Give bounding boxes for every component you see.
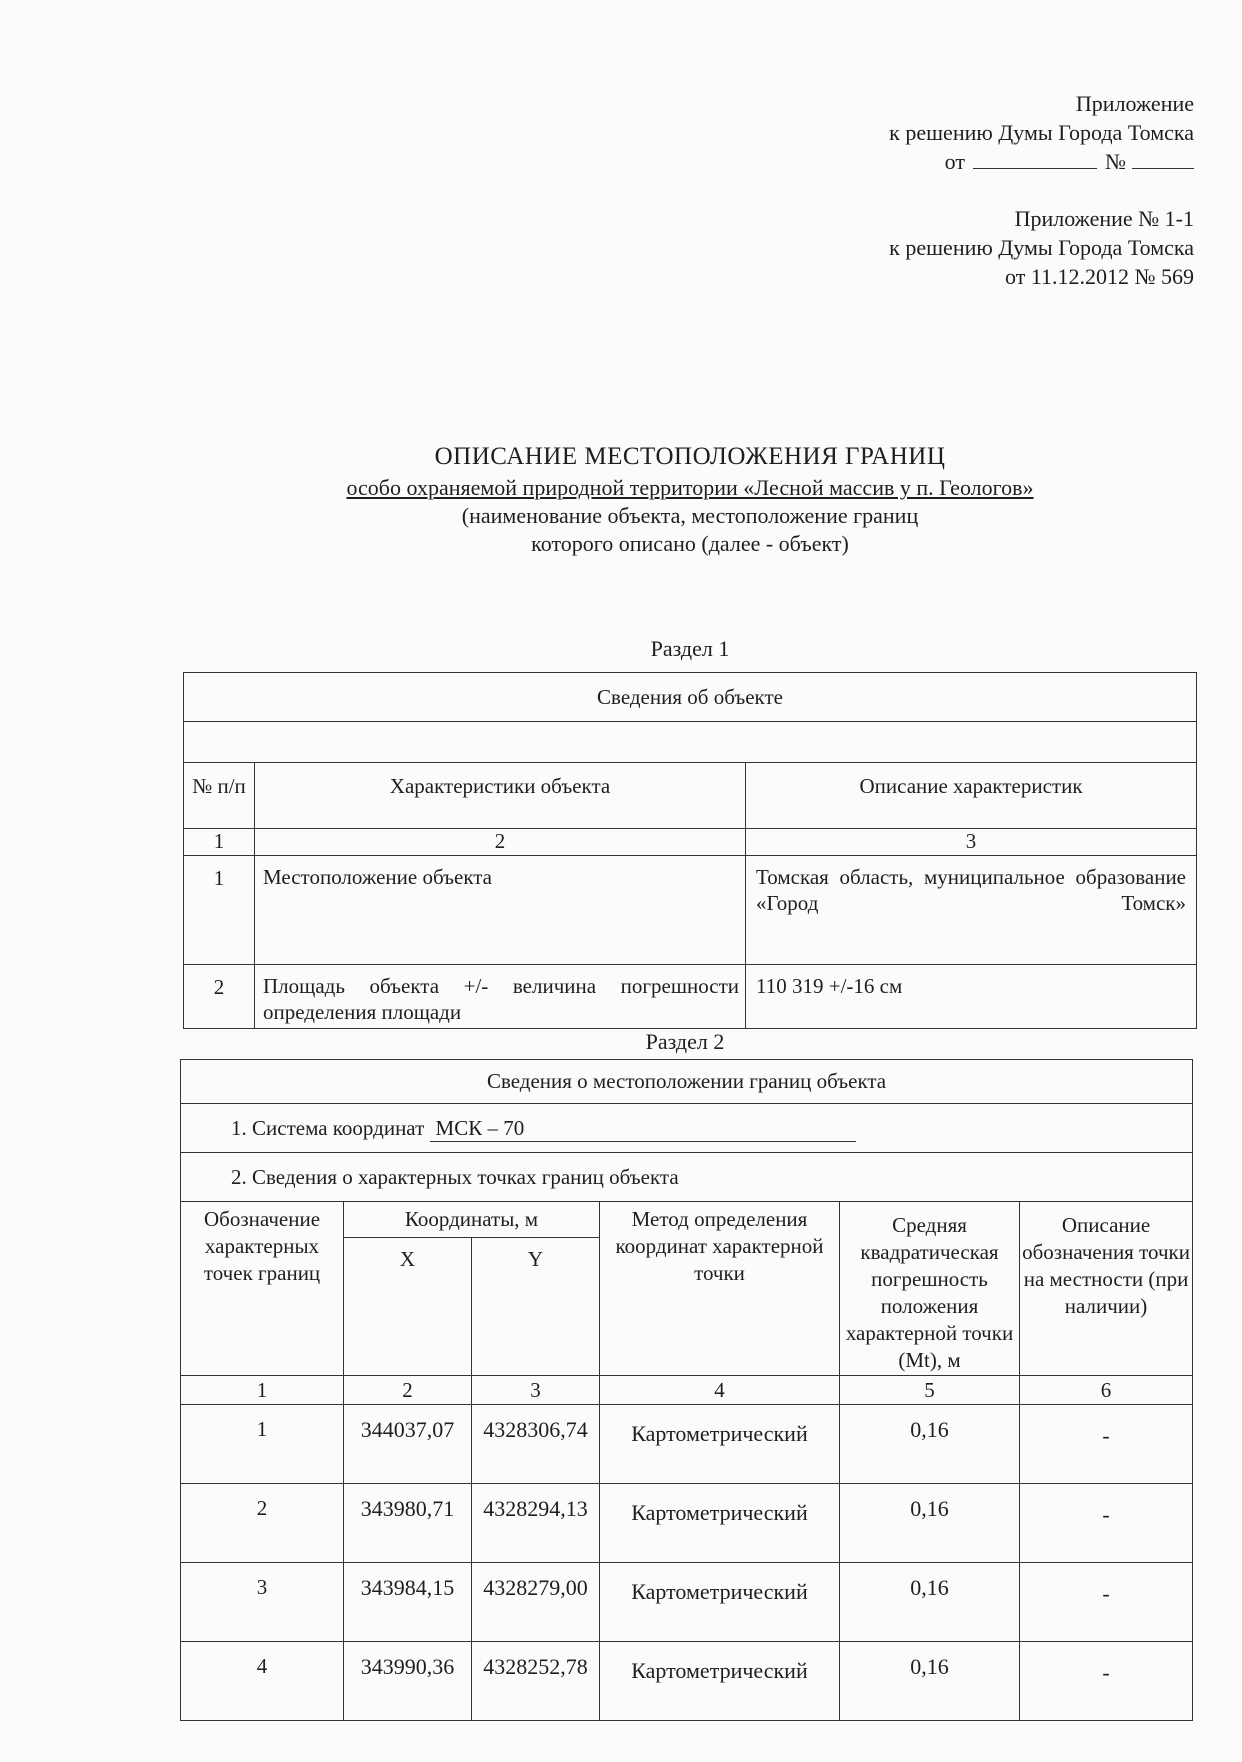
point-id: 4 — [181, 1642, 344, 1721]
point-x: 343990,36 — [344, 1642, 472, 1721]
header-point-description: Описание обозначения точки на местности (при наличии) — [1020, 1202, 1193, 1376]
point-id: 1 — [181, 1405, 344, 1484]
boundary-points-table — [180, 1059, 1193, 1721]
header-error: Средняя квадратическая погрешность положения характерной точки (Mt), м — [840, 1202, 1020, 1376]
index-cell: 3 — [746, 829, 1197, 856]
appendix2-date: от 11.12.2012 № 569 — [1005, 264, 1194, 289]
point-error: 0,16 — [840, 1405, 1020, 1484]
point-description: - — [1020, 1642, 1193, 1721]
point-description: - — [1020, 1405, 1193, 1484]
header-designation: Обозначение характерных точек границ — [181, 1202, 344, 1376]
header-x: X — [344, 1238, 472, 1376]
row-description: Томская область, муниципальное образование «Город Томск» — [746, 856, 1197, 965]
section1-label: Раздел 1 — [650, 636, 730, 661]
header-coordinates: Координаты, м — [344, 1202, 600, 1238]
index-cell: 1 — [184, 829, 255, 856]
header-num: № п/п — [184, 763, 255, 829]
index-cell: 1 — [181, 1376, 344, 1405]
header-description: Описание характеристик — [746, 763, 1197, 829]
coord-system-label: 1. Система координат — [231, 1116, 425, 1140]
empty-row — [184, 722, 1197, 763]
table-row — [181, 1642, 1193, 1721]
table-row — [181, 1484, 1193, 1563]
appendix2-to: к решению Думы Города Томска — [889, 235, 1194, 260]
index-cell: 3 — [472, 1376, 600, 1405]
appendix-date-line — [889, 147, 1194, 176]
appendix2-header — [889, 204, 1194, 291]
title-note-1: (наименование объекта, местоположение границ — [461, 503, 919, 528]
index-cell: 6 — [1020, 1376, 1193, 1405]
point-y: 4328294,13 — [472, 1484, 600, 1563]
section2-caption: Сведения о местоположении границ объекта — [181, 1060, 1193, 1104]
title-note-2: которого описано (далее - объект) — [531, 531, 849, 556]
points-label: 2. Сведения о характерных точках границ объекта — [181, 1153, 1193, 1202]
point-error: 0,16 — [840, 1484, 1020, 1563]
point-error: 0,16 — [840, 1642, 1020, 1721]
coord-system-value: МСК – 70 — [430, 1115, 856, 1142]
appendix-header — [889, 89, 1194, 176]
number-blank — [1132, 148, 1194, 169]
point-x: 344037,07 — [344, 1405, 472, 1484]
point-y: 4328306,74 — [472, 1405, 600, 1484]
point-y: 4328279,00 — [472, 1563, 600, 1642]
section1-caption: Сведения об объекте — [184, 673, 1197, 722]
point-method: Картометрический — [600, 1563, 840, 1642]
point-x: 343980,71 — [344, 1484, 472, 1563]
table-row — [181, 1563, 1193, 1642]
point-description: - — [1020, 1563, 1193, 1642]
point-x: 343984,15 — [344, 1563, 472, 1642]
date-blank — [973, 148, 1097, 169]
table-row — [181, 1405, 1193, 1484]
appendix-label: Приложение — [1075, 91, 1194, 116]
point-id: 3 — [181, 1563, 344, 1642]
date-prefix: от — [944, 149, 965, 174]
row-characteristic: Площадь объекта +/- величина погрешности определения площади — [255, 965, 746, 1029]
object-info-table — [183, 672, 1197, 1029]
row-description: 110 319 +/-16 см — [746, 965, 1197, 1029]
point-method: Картометрический — [600, 1642, 840, 1721]
coord-system-row — [181, 1104, 1193, 1153]
row-characteristic: Местоположение объекта — [255, 856, 746, 965]
point-description: - — [1020, 1484, 1193, 1563]
row-number: 2 — [184, 965, 255, 1029]
index-cell: 4 — [600, 1376, 840, 1405]
title-main: ОПИСАНИЕ МЕСТОПОЛОЖЕНИЯ ГРАНИЦ — [434, 443, 946, 470]
header-characteristic: Характеристики объекта — [255, 763, 746, 829]
point-method: Картометрический — [600, 1405, 840, 1484]
point-error: 0,16 — [840, 1563, 1020, 1642]
document-title — [0, 440, 1242, 558]
point-y: 4328252,78 — [472, 1642, 600, 1721]
index-cell: 2 — [344, 1376, 472, 1405]
table-row — [184, 965, 1197, 1029]
table-row — [184, 856, 1197, 965]
appendix2-label: Приложение № 1-1 — [1014, 206, 1194, 231]
header-y: Y — [472, 1238, 600, 1376]
header-method: Метод определения координат характерной точки — [600, 1202, 840, 1376]
point-id: 2 — [181, 1484, 344, 1563]
title-object-name: особо охраняемой природной территории «Лесной массив у п. Геологов» — [346, 475, 1034, 500]
row-number: 1 — [184, 856, 255, 965]
index-cell: 2 — [255, 829, 746, 856]
section2-label: Раздел 2 — [645, 1029, 725, 1054]
appendix-to: к решению Думы Города Томска — [889, 120, 1194, 145]
number-sign: № — [1105, 149, 1126, 174]
index-cell: 5 — [840, 1376, 1020, 1405]
point-method: Картометрический — [600, 1484, 840, 1563]
